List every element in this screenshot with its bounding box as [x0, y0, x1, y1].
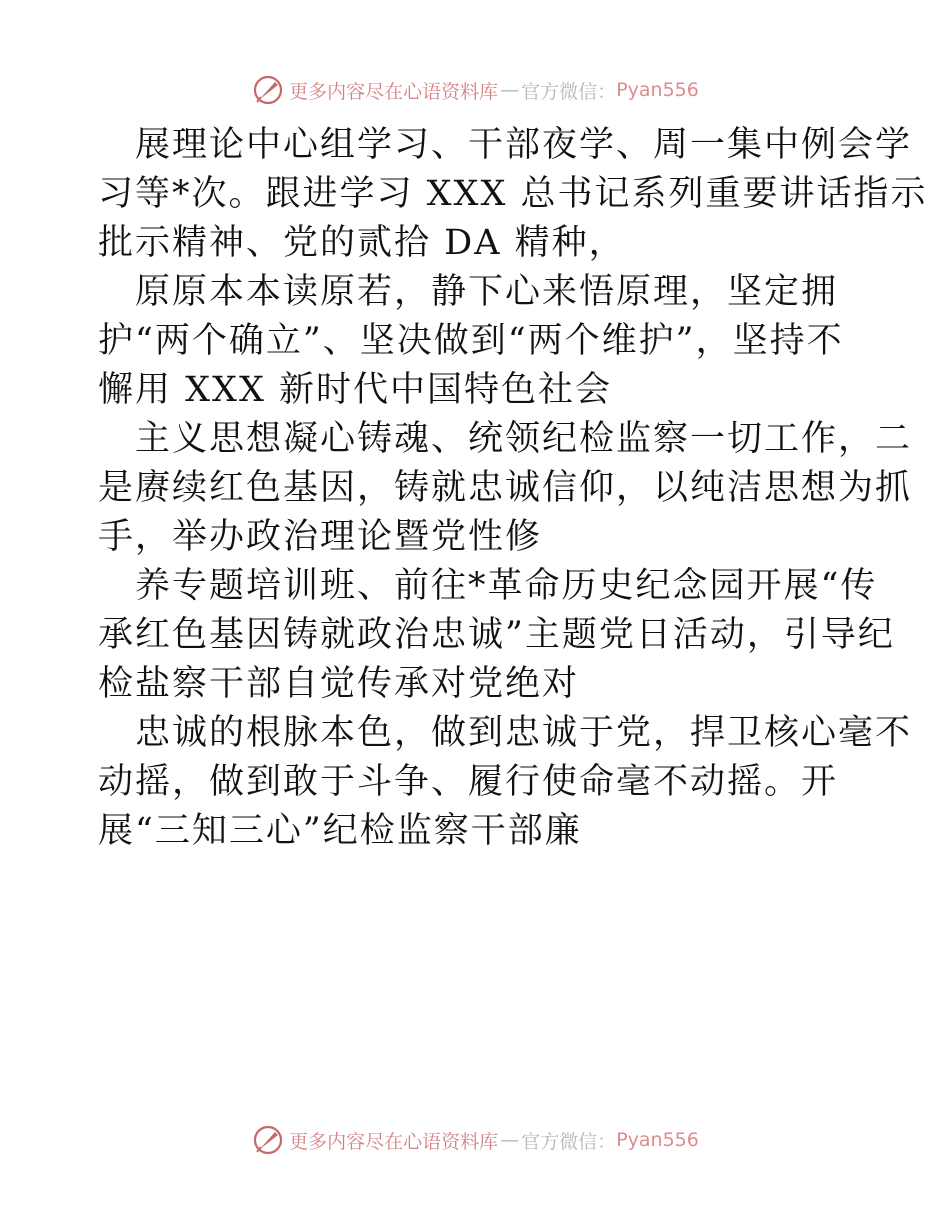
body-line-10: 养专题培训班、前往*革命历史纪念园开展“传: [98, 566, 878, 606]
body-line-1: 展理论中心组学习、干部夜学、周一集中例会学: [98, 125, 913, 165]
body-line-11: 承红色基因铸就政治忠诚”主题党日活动，引导纪: [98, 615, 895, 655]
body-line-2: 习等*次。跟进学习 XXX 总书记系列重要讲话指示: [98, 174, 928, 214]
document-body: [98, 121, 928, 856]
body-line-15: 展“三知三心”纪检监察干部廉: [98, 811, 582, 851]
body-line-6: 懈用 XXX 新时代中国特色社会: [98, 370, 613, 410]
watermark-official-label: 官方微信：: [521, 1130, 617, 1153]
footer-watermark: [0, 1120, 950, 1160]
watermark-dash: —: [500, 1129, 520, 1151]
quill-circle-icon: [251, 73, 285, 107]
body-line-5: 护“两个确立”、坚决做到“两个维护”，坚持不: [98, 321, 844, 361]
watermark-text: 更多内容尽在心语资料库: [289, 1130, 499, 1153]
body-line-4: 原原本本读原若，静下心来悟原理，坚定拥: [98, 272, 839, 312]
watermark-dash: —: [500, 79, 520, 101]
quill-circle-icon: [251, 1123, 285, 1157]
body-line-8: 是赓续红色基因，铸就忠诚信仰，以纯洁思想为抓: [98, 468, 913, 508]
body-line-9: 手，举办政治理论暨党性修: [98, 517, 543, 557]
body-line-14: 动摇，做到敢于斗争、履行使命毫不动摇。开: [98, 762, 839, 802]
watermark-text: 更多内容尽在心语资料库: [289, 80, 499, 103]
body-line-3: 批示精神、党的贰拾 DA 精种，: [98, 223, 626, 263]
watermark-wechat-id: Pyan556: [616, 79, 699, 101]
body-line-12: 检盐察干部自觉传承对党绝对: [98, 664, 580, 704]
watermark-official-label: 官方微信：: [521, 80, 617, 103]
watermark-wechat-id: Pyan556: [616, 1129, 699, 1151]
body-line-13: 忠诚的根脉本色，做到忠诚于党，捍卫核心毫不: [98, 713, 913, 753]
body-line-7: 主义思想凝心铸魂、统领纪检监察一切工作，二: [98, 419, 913, 459]
header-watermark: [0, 70, 950, 110]
